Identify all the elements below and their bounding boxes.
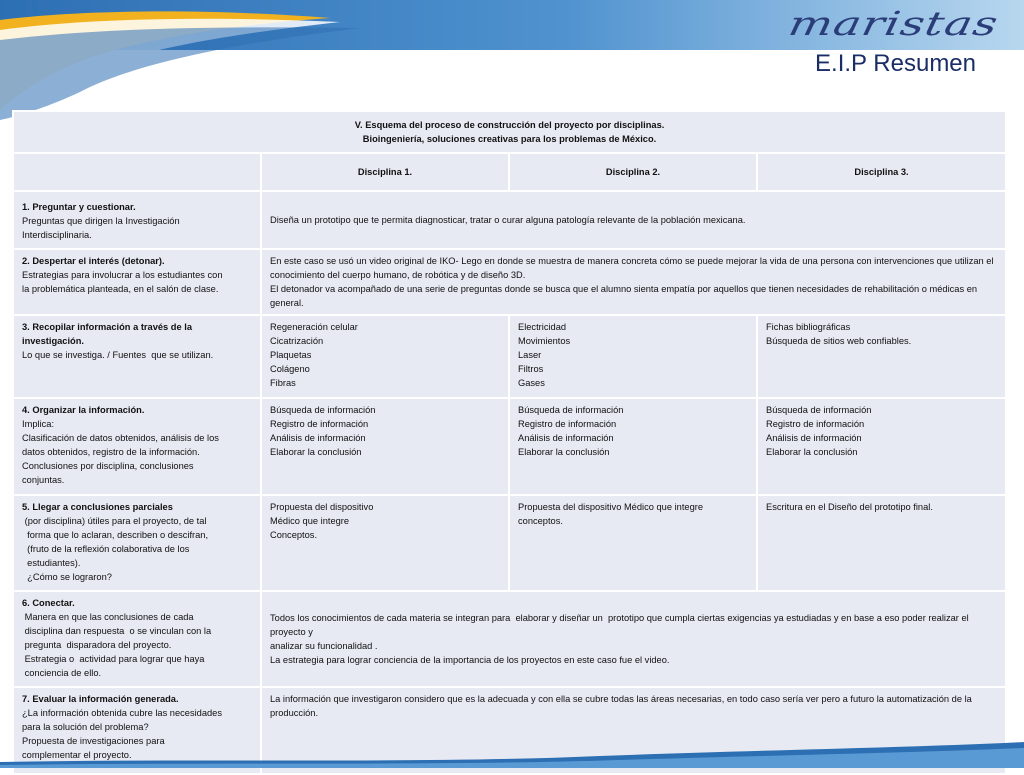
merged-line: En este caso se usó un video original de IKO- Lego en donde se muestra de manera concreta cómo se puede mejorar la vida de una persona con intervenciones que utilizan el: [270, 256, 994, 266]
list-item: Escritura en el Diseño del prototipo final.: [766, 502, 933, 512]
merged-line: conocimiento del cuerpo humano, de robótica y de diseño 3D.: [270, 270, 526, 280]
step-title: 1. Preguntar y cuestionar.: [22, 202, 136, 212]
step-line: Estrategias para involucrar a los estudiantes con: [22, 270, 223, 280]
discipline-3-cell: [757, 315, 1006, 398]
list-item: Plaquetas: [270, 350, 312, 360]
list-item: Médico que integre: [270, 516, 350, 526]
step-line: estudiantes).: [22, 558, 81, 568]
step-cell: [13, 495, 261, 591]
table-row: [13, 591, 1006, 687]
column-header-row: [13, 153, 1006, 191]
list-item: Regeneración celular: [270, 322, 358, 332]
step-line: Propuesta de investigaciones para: [22, 736, 165, 746]
maristas-logo: maristas: [785, 4, 1002, 43]
list-item: Cicatrización: [270, 336, 324, 346]
discipline-3-cell: [757, 495, 1006, 591]
step-line: datos obtenidos, registro de la información.: [22, 447, 200, 457]
discipline-1-cell: [261, 398, 509, 495]
list-item: Elaborar la conclusión: [518, 447, 610, 457]
list-item: Movimientos: [518, 336, 571, 346]
table-title-line-1: V. Esquema del proceso de construcción del proyecto por disciplinas.: [354, 120, 665, 130]
step-line: conjuntas.: [22, 475, 65, 485]
column-header-discipline-3: Disciplina 3.: [757, 153, 1006, 191]
list-item: Búsqueda de sitios web confiables.: [766, 336, 912, 346]
list-item: Registro de información: [518, 419, 617, 429]
list-item: Análisis de información: [270, 433, 366, 443]
list-item: Electricidad: [518, 322, 567, 332]
list-item: Conceptos.: [270, 530, 318, 540]
step-line: Implica:: [22, 419, 55, 429]
table-row: [13, 191, 1006, 249]
merged-cell: [261, 191, 1006, 249]
step-line: Preguntas que dirigen la Investigación: [22, 216, 180, 226]
merged-line: El detonador va acompañado de una serie de preguntas donde se busca que el alumno sienta empatía por aquellos que tienen necesidades de rehabilitación o médicas en general.: [270, 284, 980, 308]
merged-line: La estrategia para lograr conciencia de la importancia de los proyectos en este caso fue el video.: [270, 655, 670, 665]
merged-cell: [261, 591, 1006, 687]
table-title-cell: [13, 111, 1006, 153]
merged-line: Todos los conocimientos de cada materia se integran para elaborar y diseñar un prototipo que cumpla ciertas exigencias ya estudiadas y en base a eso poder realizar el proyecto y: [270, 613, 972, 637]
step-line: disciplina dan respuesta o se vinculan con la: [22, 626, 212, 636]
discipline-2-cell: [509, 398, 757, 495]
step-title: 6. Conectar.: [22, 598, 75, 608]
step-line: complementar el proyecto.: [22, 750, 132, 760]
footer-wave: [0, 738, 1024, 768]
step-line: conciencia de ello.: [22, 668, 102, 678]
step-line: Lo que se investiga. / Fuentes que se utilizan.: [22, 350, 214, 360]
list-item: Propuesta del dispositivo Médico que integre conceptos.: [518, 502, 706, 526]
merged-line: analizar su funcionalidad .: [270, 641, 378, 651]
step-line: Estrategia o actividad para lograr que haya: [22, 654, 205, 664]
list-item: Propuesta del dispositivo: [270, 502, 374, 512]
step-line: Interdisciplinaria.: [22, 230, 92, 240]
step-line: (por disciplina) útiles para el proyecto, de tal: [22, 516, 207, 526]
step-title: 3. Recopilar información a través de la investigación.: [22, 322, 192, 346]
column-header-discipline-2: Disciplina 2.: [509, 153, 757, 191]
step-cell: [13, 591, 261, 687]
step-line: Manera en que las conclusiones de cada: [22, 612, 194, 622]
step-line: la problemática planteada, en el salón de clase.: [22, 284, 219, 294]
list-item: Colágeno: [270, 364, 310, 374]
discipline-3-cell: [757, 398, 1006, 495]
list-item: Elaborar la conclusión: [270, 447, 362, 457]
list-item: Registro de información: [270, 419, 369, 429]
merged-line: producción.: [270, 708, 319, 718]
table-row: [13, 315, 1006, 398]
table-row: [13, 249, 1006, 315]
step-line: ¿Cómo se lograron?: [22, 572, 112, 582]
discipline-2-cell: [509, 495, 757, 591]
list-item: Búsqueda de información: [270, 405, 376, 415]
step-line: pregunta disparadora del proyecto.: [22, 640, 172, 650]
list-item: Elaborar la conclusión: [766, 447, 858, 457]
list-item: Búsqueda de información: [518, 405, 624, 415]
step-line: forma que lo aclaran, describen o descifran,: [22, 530, 209, 540]
column-header-empty: [13, 153, 261, 191]
step-cell: [13, 398, 261, 495]
merged-line: La información que investigaron considero que es la adecuada y con ella se cubre todas las áreas necesarias, en todo caso sería ver pero a futuro la automatización de la: [270, 694, 972, 704]
table-row: [13, 398, 1006, 495]
discipline-1-cell: [261, 495, 509, 591]
process-table: [12, 110, 1007, 775]
step-line: ¿La información obtenida cubre las necesidades: [22, 708, 223, 718]
discipline-2-cell: [509, 315, 757, 398]
step-cell: [13, 315, 261, 398]
table-title-row: [13, 111, 1006, 153]
column-header-discipline-1: Disciplina 1.: [261, 153, 509, 191]
list-item: Fibras: [270, 378, 296, 388]
list-item: Gases: [518, 378, 545, 388]
step-line: (fruto de la reflexión colaborativa de los: [22, 544, 190, 554]
merged-cell: [261, 249, 1006, 315]
slide-title: E.I.P Resumen: [815, 50, 976, 77]
step-cell: [13, 191, 261, 249]
list-item: Fichas bibliográficas: [766, 322, 851, 332]
list-item: Registro de información: [766, 419, 865, 429]
step-title: 7. Evaluar la información generada.: [22, 694, 179, 704]
discipline-1-cell: [261, 315, 509, 398]
list-item: Búsqueda de información: [766, 405, 872, 415]
merged-line: Diseña un prototipo que te permita diagnosticar, tratar o curar alguna patología relevante de la población mexicana.: [270, 215, 746, 225]
step-line: Clasificación de datos obtenidos, análisis de los: [22, 433, 219, 443]
step-title: 4. Organizar la información.: [22, 405, 145, 415]
table-row: [13, 495, 1006, 591]
step-cell: [13, 249, 261, 315]
step-line: para la solución del problema?: [22, 722, 149, 732]
list-item: Filtros: [518, 364, 544, 374]
list-item: Análisis de información: [766, 433, 862, 443]
list-item: Análisis de información: [518, 433, 614, 443]
step-title: 2. Despertar el interés (detonar).: [22, 256, 165, 266]
step-title: 5. Llegar a conclusiones parciales: [22, 502, 173, 512]
step-line: Conclusiones por disciplina, conclusiones: [22, 461, 194, 471]
table-title-line-2: Bioingeniería, soluciones creativas para los problemas de México.: [362, 134, 657, 144]
list-item: Laser: [518, 350, 542, 360]
